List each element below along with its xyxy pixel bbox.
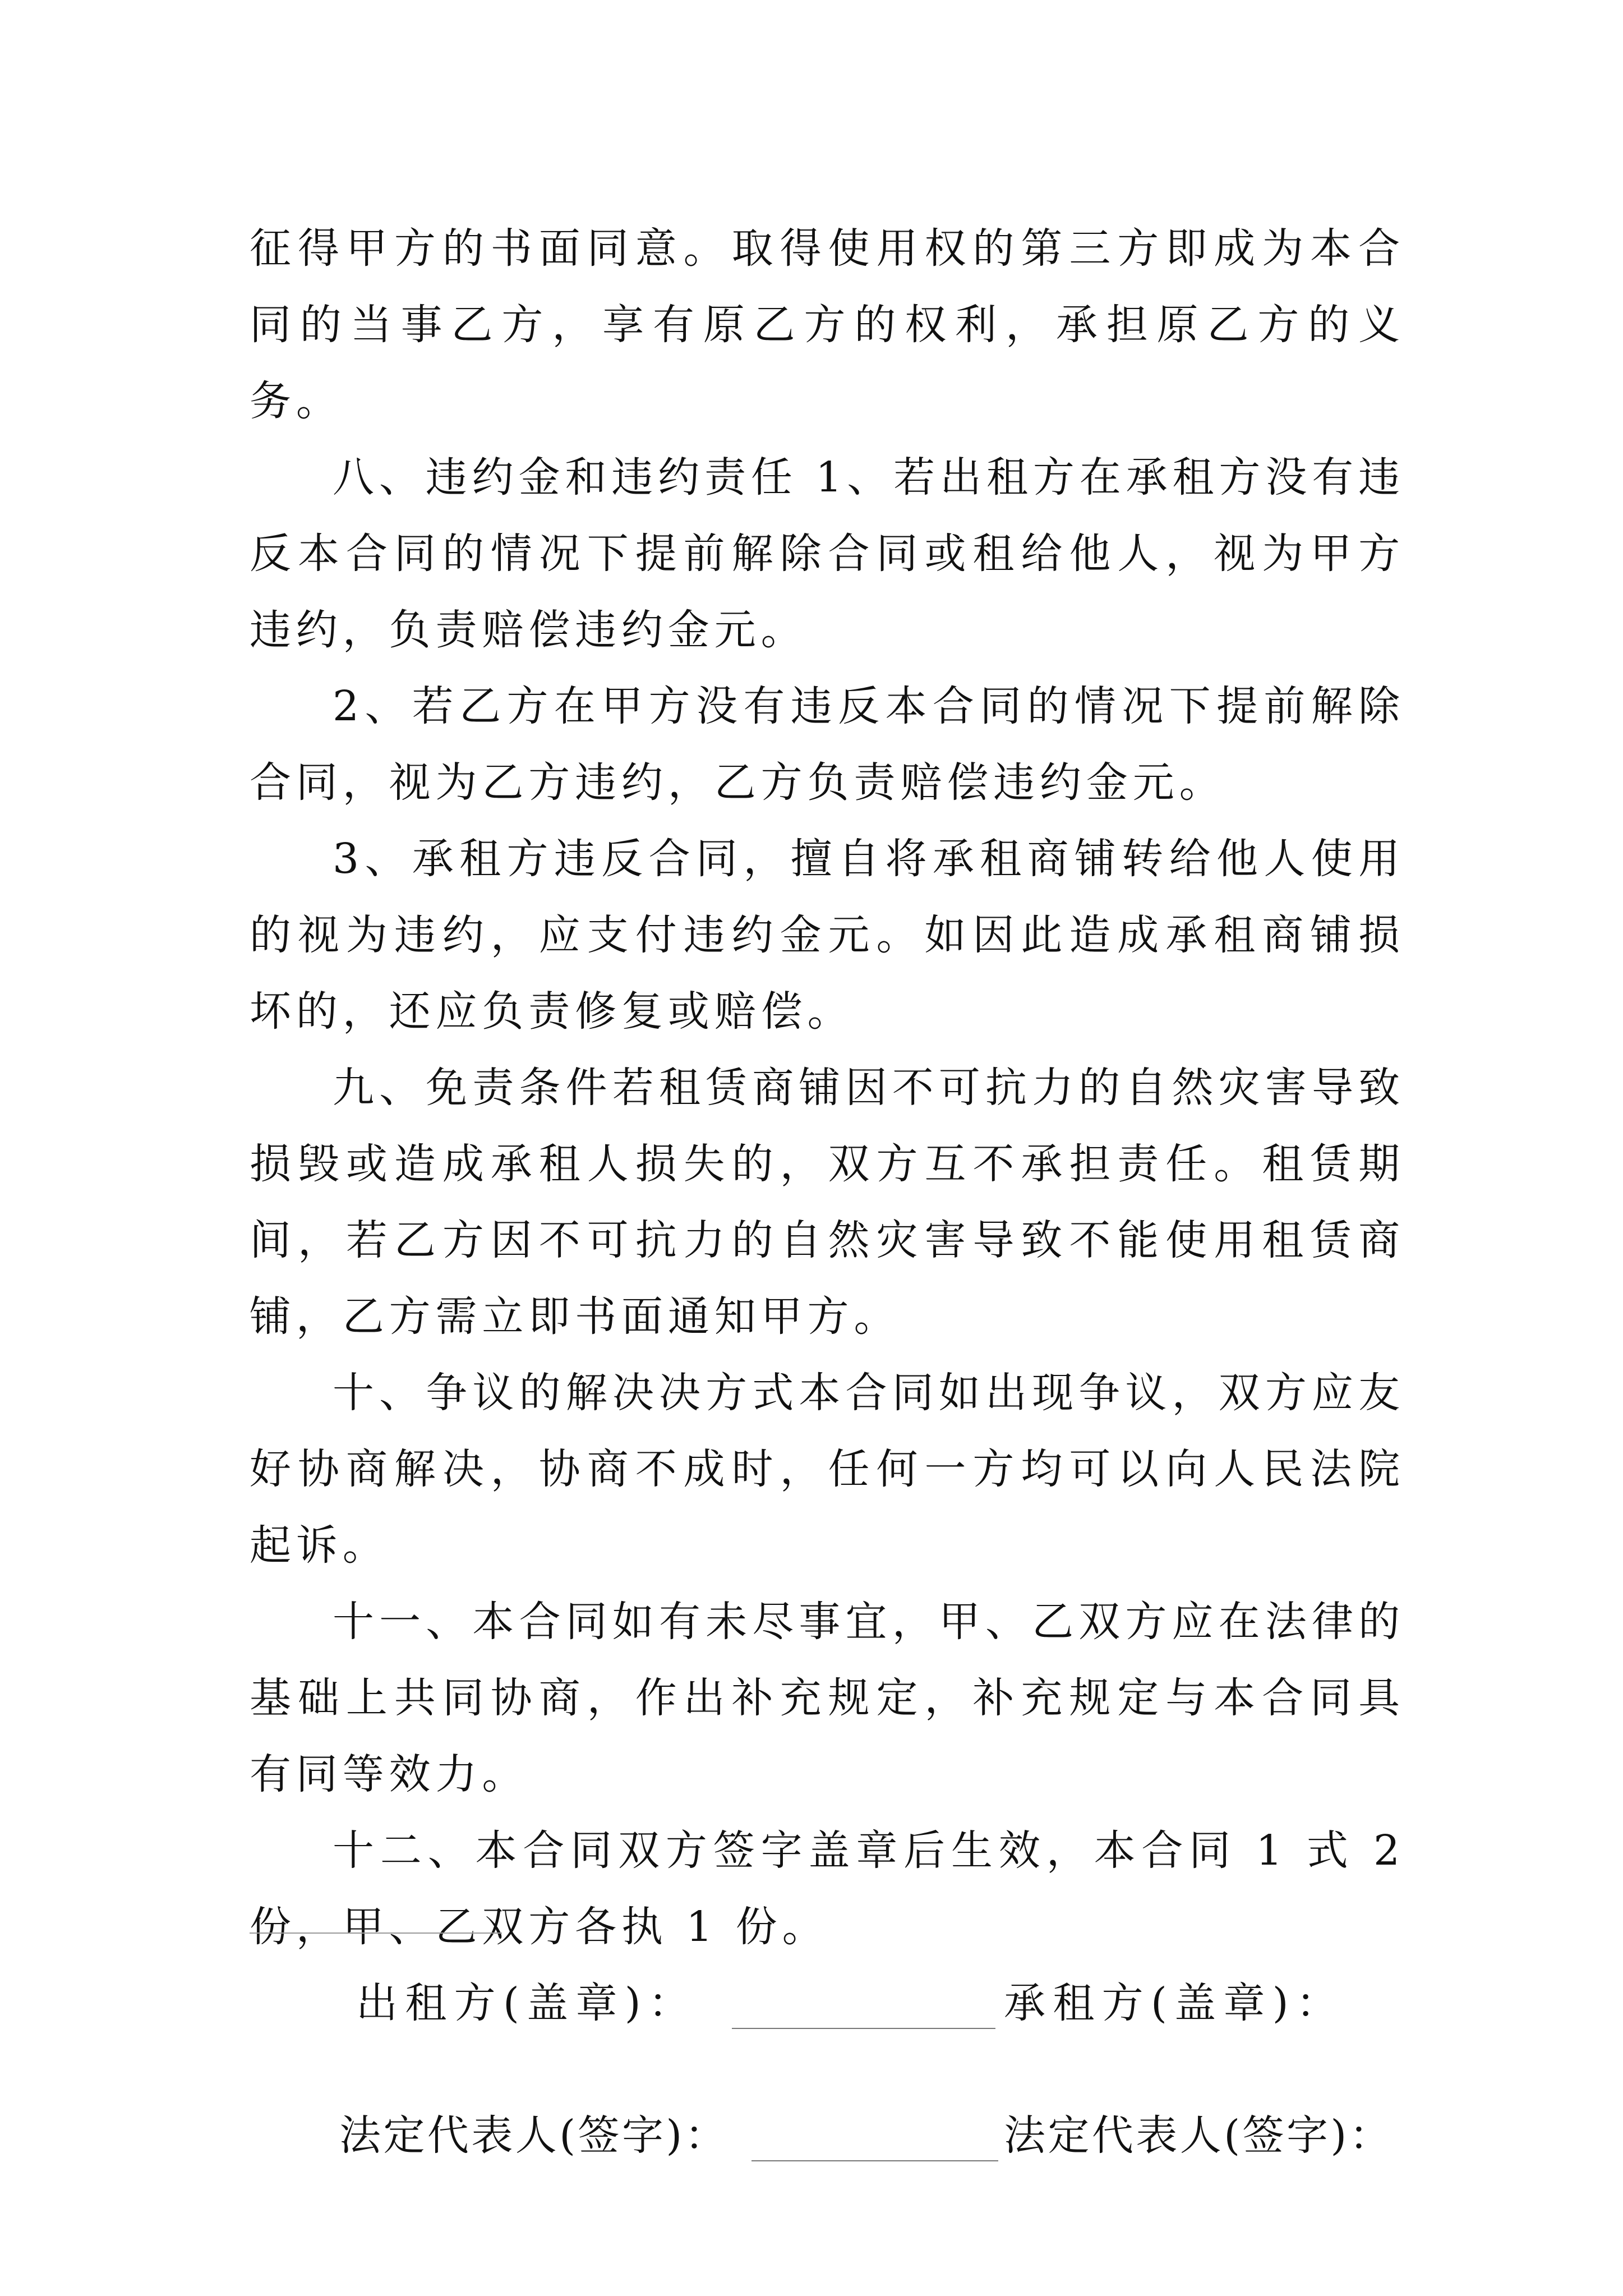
lessor-seal-blank [732,2028,995,2029]
paragraph-clause-8-2: 2、若乙方在甲方没有违反本合同的情况下提前解除合同，视为乙方违约，乙方负责赔偿违约金元。 [250,682,1405,807]
representative-signature-row [250,2097,1405,2174]
paragraph-clause-8: 八、违约金和违约责任 1、若出租方在承租方没有违反本合同的情况下提前解除合同或租给他人，视为甲方违约，负责赔偿违约金元。 [250,453,1405,654]
paragraph-clause-11: 十一、本合同如有未尽事宜，甲、乙双方应在法律的基础上共同协商，作出补充规定，补充规定与本合同具有同等效力。 [250,1598,1405,1798]
paragraph-clause-9: 九、免责条件若租赁商铺因不可抗力的自然灾害导致损毁或造成承租人损失的，双方互不承担责任。租赁期间，若乙方因不可抗力的自然灾害导致不能使用租赁商铺，乙方需立即书面通知甲方。 [250,1064,1405,1341]
paragraph-clause-12: 十二、本合同双方签字盖章后生效，本合同 1 式 2 份，甲、乙双方各执 1 份。 [250,1826,1405,1951]
lessee-rep-label: 法定代表人(签字)： [1004,2111,1394,2160]
paragraph-clause-8-3: 3、承租方违反合同，擅自将承租商铺转给他人使用的视为违约，应支付违约金元。如因此造成承租商铺损坏的，还应负责修复或赔偿。 [250,835,1405,1036]
lessee-seal-label: 承租方(盖章)： [1004,1979,1345,2027]
lessor-seal-label: 出租方(盖章)： [356,1979,698,2027]
contract-body [250,210,1405,2174]
seal-signature-row [250,1965,1405,2041]
lessor-rep-blank [751,2160,998,2161]
paragraph-clause-10: 十、争议的解决决方式本合同如出现争议，双方应友好协商解决，协商不成时，任何一方均可以向人民法院起诉。 [250,1369,1405,1570]
paragraph-continuation: 征得甲方的书面同意。取得使用权的第三方即成为本合同的当事乙方，享有原乙方的权利，承担原乙方的义务。 [250,224,1405,425]
lessor-rep-label: 法定代表人(签字)： [339,2111,729,2160]
divider-line [250,1932,502,1934]
